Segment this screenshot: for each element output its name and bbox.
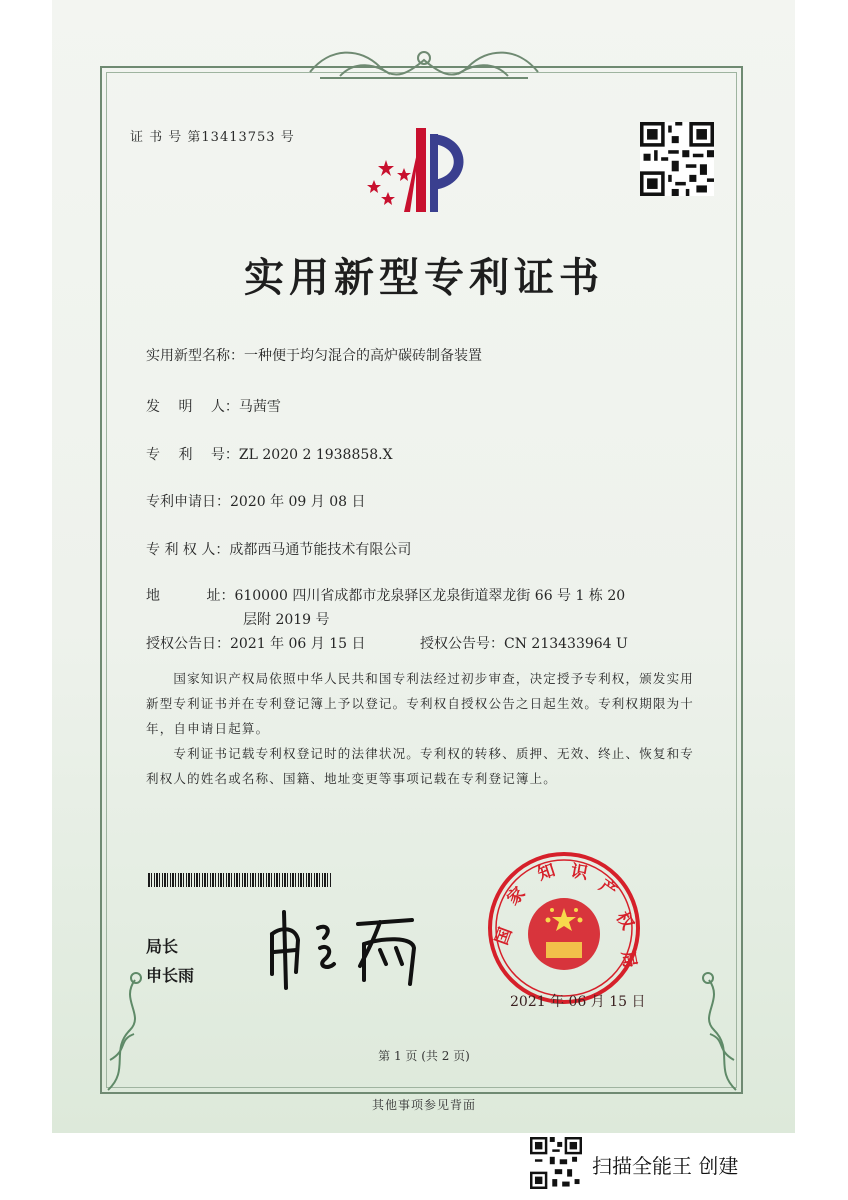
grant-announce-number-value: CN 213433964 U [504, 636, 628, 652]
patentee-row [146, 540, 411, 560]
utility-name-row [146, 346, 482, 366]
certificate-title: 实用新型专利证书 [244, 254, 604, 301]
signatory-title: 局长 [146, 937, 179, 956]
utility-name-label: 实用新型名称： [146, 348, 244, 364]
utility-name-value: 一种便于均匀混合的高炉碳砖制备装置 [244, 348, 482, 364]
handwritten-signature-icon [262, 900, 432, 990]
barcode-icon [148, 873, 334, 887]
scanner-watermark-label: 扫描全能王 创建 [592, 1154, 739, 1178]
inventor-label: 发 明 人： [146, 399, 239, 415]
signatory-name: 申长雨 [146, 966, 195, 985]
seal-date: 2021 年 06 月 15 日 [510, 994, 646, 1010]
inventor-value: 马茜雪 [238, 399, 281, 415]
application-date-row [146, 492, 366, 512]
patent-number-label: 专 利 号： [146, 447, 239, 463]
address-value-line1: 610000 四川省成都市龙泉驿区龙泉街道翠龙街 66 号 1 栋 20 [234, 588, 626, 604]
svg-text:国: 国 [491, 924, 517, 948]
address-row [146, 586, 625, 606]
patentee-value: 成都西马通节能技术有限公司 [229, 542, 412, 558]
application-date-label: 专利申请日： [146, 494, 230, 510]
certificate-paragraph-1: 国家知识产权局依照中华人民共和国专利法经过初步审查，决定授予专利权，颁发实用新型专利证书并在专利登记簿上予以登记。专利权自授权公告之日起生效。专利权期限为十年，自申请日起算。 [146, 671, 695, 736]
patent-number-value: ZL 2020 2 1938858.X [238, 447, 393, 463]
certificate-paragraph-2: 专利证书记载专利权登记时的法律状况。专利权的转移、质押、无效、终止、恢复和专利权人的姓名或名称、国籍、地址变更等事项记载在专利登记簿上。 [146, 746, 695, 786]
cnipa-logo-icon [364, 120, 484, 220]
application-date-value: 2020 年 09 月 08 日 [230, 494, 366, 510]
svg-text:家: 家 [503, 883, 530, 910]
svg-text:权: 权 [611, 908, 638, 934]
address-value-line2: 层附 2019 号 [243, 612, 330, 628]
svg-text:产: 产 [595, 875, 621, 902]
svg-text:局: 局 [617, 949, 640, 970]
bottom-right-ornament-icon [674, 950, 744, 1100]
grant-announce-date-value: 2021 年 06 月 15 日 [230, 636, 366, 652]
scanner-qr-code-icon [530, 1137, 582, 1189]
patentee-label: 专 利 权 人： [146, 542, 230, 558]
certificate-qr-code-icon [640, 122, 714, 196]
official-seal-icon [486, 850, 642, 1006]
back-side-note: 其他事项参见背面 [371, 1098, 476, 1112]
page-number: 第 1 页 (共 2 页) [378, 1049, 470, 1063]
certificate-number: 证 书 号 第13413753 号 [130, 130, 295, 145]
svg-text:识: 识 [569, 861, 590, 884]
address-label: 地 址： [146, 588, 235, 604]
patent-number-row [146, 445, 393, 465]
grant-announce-number-row [420, 634, 628, 654]
grant-announce-date-row [146, 634, 366, 654]
top-ornament-icon [300, 42, 548, 86]
inventor-row [146, 397, 281, 417]
grant-announce-number-label: 授权公告号： [420, 636, 504, 652]
svg-text:知: 知 [535, 860, 558, 885]
grant-announce-date-label: 授权公告日： [146, 636, 230, 652]
